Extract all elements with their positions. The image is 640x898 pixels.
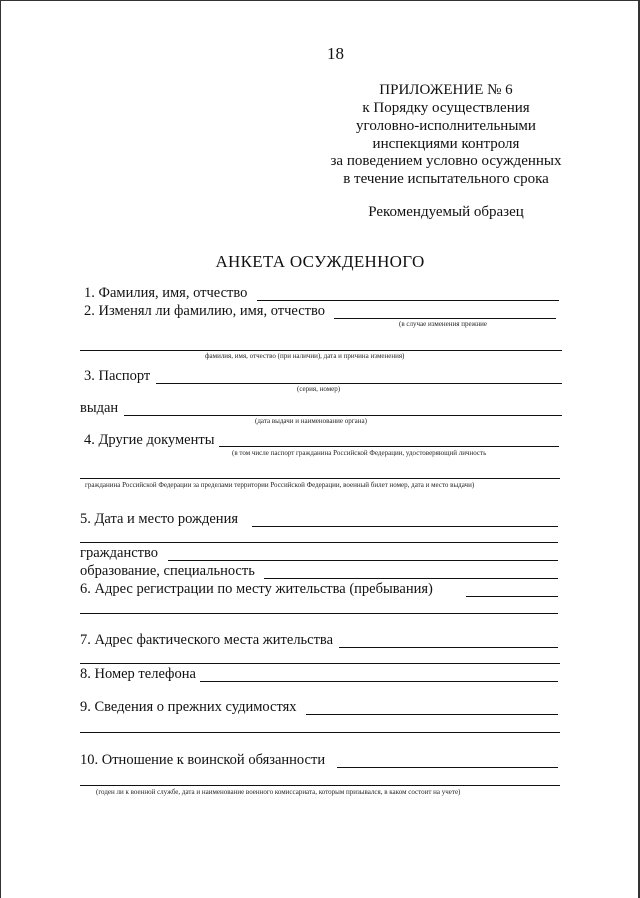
issued-label: выдан [80,400,119,416]
scan-border-top [0,0,640,1]
name-changed-hint: (в случае изменения прежние [399,320,488,328]
name-label: 1. Фамилия, имя, отчество [84,285,248,301]
convictions-field-line[interactable] [306,714,558,715]
actual-address-field-line[interactable] [339,647,558,648]
header-line: за поведением условно осужденных [330,153,562,169]
name-changed-field-line-2[interactable] [80,350,562,351]
birth-label: 5. Дата и место рождения [80,511,238,527]
scan-border-left [0,0,1,898]
citizenship-label: гражданство [80,545,158,561]
header-line: инспекциями контроля [372,136,520,152]
registration-label: 6. Адрес регистрации по месту жительства (пребывания) [80,581,433,597]
name-changed-field-line[interactable] [334,318,556,319]
passport-label: 3. Паспорт [84,368,151,384]
birth-field-line-2[interactable] [80,542,558,543]
name-changed-hint-2: фамилия, имя, отчество (при наличии), дата и причина изменения) [205,352,405,360]
other-docs-label: 4. Другие документы [84,432,215,448]
military-field-line-2[interactable] [80,785,560,786]
page-number: 18 [327,44,344,63]
other-docs-field-line[interactable] [219,446,559,447]
convictions-field-line-2[interactable] [80,732,560,733]
document-title: АНКЕТА ОСУЖДЕННОГО [215,252,425,271]
military-field-line[interactable] [337,767,558,768]
issued-field-line[interactable] [124,415,562,416]
education-label: образование, специальность [80,563,255,579]
registration-field-line[interactable] [466,596,558,597]
phone-label: 8. Номер телефона [80,666,196,682]
header-line: к Порядку осуществления [362,100,530,116]
education-field-line[interactable] [264,578,558,579]
appendix-heading: ПРИЛОЖЕНИЕ № 6 [379,82,513,98]
actual-address-label: 7. Адрес фактического места жительства [80,632,334,648]
phone-field-line[interactable] [200,681,558,682]
other-docs-field-line-2[interactable] [80,478,560,479]
issued-hint: (дата выдачи и наименование органа) [255,417,367,425]
citizenship-field-line[interactable] [168,560,558,561]
passport-field-line[interactable] [156,383,562,384]
name-changed-label: 2. Изменял ли фамилию, имя, отчество [84,303,325,319]
header-line: уголовно-исполнительными [356,118,536,134]
military-label: 10. Отношение к воинской обязанности [80,752,326,768]
other-docs-hint-2: гражданина Российской Федерации за пределами территории Российской Федерации, военный билет номер, дата и место выдачи) [85,481,475,489]
actual-address-field-line-2[interactable] [80,663,560,664]
passport-hint: (серия, номер) [297,385,341,393]
sample-label: Рекомендуемый образец [368,204,524,220]
name-field-line[interactable] [257,300,559,301]
convictions-label: 9. Сведения о прежних судимостях [80,699,297,715]
military-hint: (годен ли к военной службе, дата и наименование военного комиссариата, которым призывался, в каком состоит на учете) [96,788,461,796]
registration-field-line-2[interactable] [80,613,558,614]
other-docs-hint: (в том числе паспорт гражданина Российской Федерации, удостоверяющий личность [232,449,487,457]
header-line: в течение испытательного срока [343,171,549,187]
birth-field-line[interactable] [252,526,558,527]
